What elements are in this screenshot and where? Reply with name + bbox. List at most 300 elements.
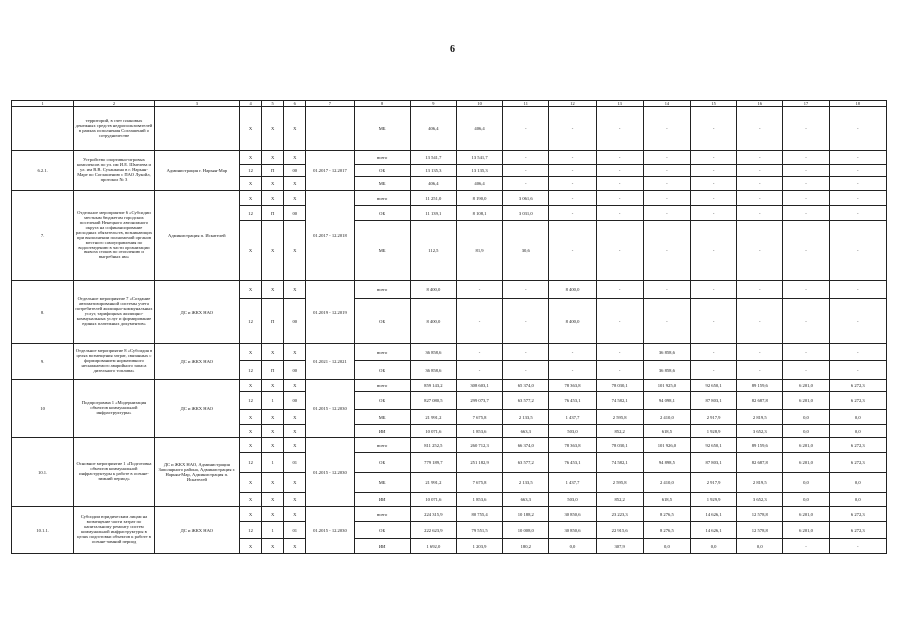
- amount-cell: -: [643, 221, 690, 281]
- amount-cell: 6 201,0: [783, 392, 829, 410]
- column-number-cell: 15: [690, 101, 736, 107]
- amount-cell: 663,3: [503, 493, 549, 507]
- amount-cell: 6 201,0: [783, 453, 829, 473]
- amount-cell: -: [503, 361, 549, 380]
- item-name-cell: Подпрограмма 1 «Модернизация объектов коммунальной инфраструктуры»: [74, 380, 154, 438]
- item-number-cell: 10.1.1.: [12, 507, 74, 554]
- amount-cell: -: [690, 344, 736, 361]
- amount-cell: 74 582,1: [596, 392, 643, 410]
- amount-cell: 308 603,1: [456, 380, 502, 392]
- amount-cell: 8 400,0: [410, 281, 456, 299]
- budget-code-cell: X: [284, 151, 306, 165]
- amount-cell: -: [690, 191, 736, 206]
- amount-cell: -: [549, 151, 596, 165]
- amount-cell: 7 675,8: [456, 473, 502, 493]
- column-number-cell: 6: [284, 101, 306, 107]
- amount-cell: -: [829, 281, 886, 299]
- amount-cell: -: [783, 539, 829, 554]
- amount-cell: -: [503, 299, 549, 344]
- amount-cell: -: [783, 151, 829, 165]
- budget-code-cell: 12: [240, 392, 262, 410]
- amount-cell: -: [783, 221, 829, 281]
- amount-cell: 76 453,1: [549, 392, 596, 410]
- amount-cell: 0,0: [829, 473, 886, 493]
- amount-cell: 30 850,6: [549, 507, 596, 522]
- item-number-cell: 9.: [12, 344, 74, 380]
- amount-cell: 6 201,0: [783, 522, 829, 539]
- amount-cell: 0,0: [829, 410, 886, 425]
- amount-cell: 11 251,0: [410, 191, 456, 206]
- item-name-cell: Отдельное мероприятие 6 «Субсидии местным бюджетам городских поселений Ненецкого автономного округа на софинансирование расходных обязательств, возникающих при выполнении полномочий органов местного самоуправления по водоотведению в части организации вывоза стоков по отоплению и выгребных ям»: [74, 191, 154, 281]
- budget-code-cell: 12: [240, 361, 262, 380]
- amount-cell: 94 098,1: [643, 392, 690, 410]
- amount-cell: 299 073,7: [456, 392, 502, 410]
- amount-cell: 89 159,6: [737, 438, 783, 453]
- column-number-cell: 16: [737, 101, 783, 107]
- amount-cell: 2 819,5: [737, 473, 783, 493]
- amount-cell: 87 803,1: [690, 392, 736, 410]
- column-number-cell: 10: [456, 101, 502, 107]
- budget-code-cell: X: [240, 344, 262, 361]
- funding-source-cell: всего: [354, 344, 410, 361]
- budget-code-cell: П: [262, 206, 284, 221]
- budget-code-cell: X: [284, 473, 306, 493]
- budget-code-cell: X: [284, 493, 306, 507]
- amount-cell: 63 577,2: [503, 392, 549, 410]
- amount-cell: 80 755,4: [456, 507, 502, 522]
- amount-cell: -: [596, 344, 643, 361]
- budget-code-cell: X: [262, 344, 284, 361]
- amount-cell: -: [783, 206, 829, 221]
- amount-cell: 6 272,3: [829, 507, 886, 522]
- budget-code-cell: 1: [262, 453, 284, 473]
- period-cell: [306, 107, 354, 151]
- amount-cell: 8 276,5: [643, 522, 690, 539]
- amount-cell: 2 410,0: [643, 410, 690, 425]
- column-number-cell: 13: [596, 101, 643, 107]
- budget-code-cell: 00: [284, 299, 306, 344]
- amount-cell: -: [783, 191, 829, 206]
- amount-cell: -: [456, 344, 502, 361]
- amount-cell: -: [829, 177, 886, 191]
- amount-cell: -: [737, 107, 783, 151]
- budget-code-cell: 12: [240, 453, 262, 473]
- amount-cell: 36 858,6: [410, 361, 456, 380]
- column-number-cell: 7: [306, 101, 354, 107]
- budget-code-cell: X: [240, 493, 262, 507]
- amount-cell: 406,4: [410, 177, 456, 191]
- amount-cell: 0,0: [643, 539, 690, 554]
- amount-cell: -: [829, 107, 886, 151]
- budget-code-cell: 00: [284, 361, 306, 380]
- amount-cell: 21 991,2: [410, 410, 456, 425]
- column-number-cell: 5: [262, 101, 284, 107]
- amount-cell: 3 652,3: [737, 425, 783, 438]
- amount-cell: 852,2: [596, 493, 643, 507]
- amount-cell: 1 928,9: [690, 425, 736, 438]
- amount-cell: 6 201,0: [783, 438, 829, 453]
- amount-cell: 6 272,3: [829, 522, 886, 539]
- executor-cell: Администрация г. Нарьян-Мар: [154, 151, 239, 191]
- amount-cell: -: [549, 107, 596, 151]
- amount-cell: -: [549, 344, 596, 361]
- funding-source-cell: МБ: [354, 107, 410, 151]
- amount-cell: -: [737, 361, 783, 380]
- amount-cell: 8 108,1: [456, 206, 502, 221]
- amount-cell: 82 687,8: [737, 453, 783, 473]
- amount-cell: 2 595,8: [596, 410, 643, 425]
- budget-code-cell: X: [240, 539, 262, 554]
- amount-cell: 618,5: [643, 425, 690, 438]
- amount-cell: 94 898,5: [643, 453, 690, 473]
- budget-code-cell: X: [262, 177, 284, 191]
- funding-source-cell: всего: [354, 151, 410, 165]
- budget-code-cell: X: [240, 281, 262, 299]
- amount-cell: 23 223,3: [596, 507, 643, 522]
- amount-cell: 13 135,3: [456, 165, 502, 177]
- item-number-cell: 10: [12, 380, 74, 438]
- budget-code-cell: П: [262, 165, 284, 177]
- amount-cell: -: [456, 281, 502, 299]
- funding-source-cell: ОБ: [354, 361, 410, 380]
- amount-cell: 36 858,6: [643, 361, 690, 380]
- funding-source-cell: МБ: [354, 410, 410, 425]
- amount-cell: -: [690, 107, 736, 151]
- amount-cell: -: [643, 299, 690, 344]
- amount-cell: 92 650,1: [690, 438, 736, 453]
- executor-cell: ДС и ЖКХ НАО: [154, 281, 239, 344]
- budget-code-cell: X: [284, 221, 306, 281]
- amount-cell: 224 315,9: [410, 507, 456, 522]
- amount-cell: 827 080,5: [410, 392, 456, 410]
- amount-cell: 307,9: [596, 539, 643, 554]
- budget-code-cell: X: [240, 151, 262, 165]
- budget-code-cell: 12: [240, 165, 262, 177]
- amount-cell: 811 252,5: [410, 438, 456, 453]
- amount-cell: 0,0: [829, 493, 886, 507]
- amount-cell: 3 061,6: [503, 191, 549, 206]
- amount-cell: 6 201,0: [783, 507, 829, 522]
- amount-cell: 0,0: [690, 539, 736, 554]
- column-number-cell: 11: [503, 101, 549, 107]
- amount-cell: -: [829, 151, 886, 165]
- budget-code-cell: X: [262, 380, 284, 392]
- funding-source-cell: ИИ: [354, 539, 410, 554]
- amount-cell: 10 071,6: [410, 425, 456, 438]
- period-cell: 01.2017 - 12.2017: [306, 151, 354, 191]
- column-number-cell: 4: [240, 101, 262, 107]
- amount-cell: 66 374,0: [503, 438, 549, 453]
- amount-cell: -: [783, 281, 829, 299]
- amount-cell: 260 712,3: [456, 438, 502, 453]
- amount-cell: 101 925,0: [643, 380, 690, 392]
- column-number-cell: 17: [783, 101, 829, 107]
- amount-cell: -: [549, 361, 596, 380]
- table-row: [12, 438, 887, 453]
- amount-cell: -: [596, 299, 643, 344]
- amount-cell: -: [549, 165, 596, 177]
- budget-code-cell: П: [262, 361, 284, 380]
- budget-code-cell: X: [284, 539, 306, 554]
- amount-cell: 92 650,1: [690, 380, 736, 392]
- period-cell: 01.2019 - 12.2019: [306, 281, 354, 344]
- amount-cell: 503,0: [549, 493, 596, 507]
- amount-cell: -: [503, 165, 549, 177]
- funding-source-cell: всего: [354, 507, 410, 522]
- amount-cell: 8 400,0: [549, 299, 596, 344]
- amount-cell: -: [783, 344, 829, 361]
- amount-cell: 0,0: [829, 425, 886, 438]
- amount-cell: -: [783, 107, 829, 151]
- budget-code-cell: X: [262, 281, 284, 299]
- amount-cell: -: [596, 221, 643, 281]
- budget-code-cell: X: [262, 539, 284, 554]
- amount-cell: 3 652,3: [737, 493, 783, 507]
- amount-cell: -: [596, 191, 643, 206]
- amount-cell: -: [737, 151, 783, 165]
- table-row: [12, 281, 887, 299]
- amount-cell: -: [643, 177, 690, 191]
- budget-code-cell: X: [262, 425, 284, 438]
- item-name-cell: Субсидии юридическим лицам на возмещение части затрат по капитальному ремонту систем коммунальной инфраструктуры в целях подготовки объектов к работе в осенне-зимний период: [74, 507, 154, 554]
- amount-cell: 6 272,3: [829, 392, 886, 410]
- amount-cell: 0,0: [783, 410, 829, 425]
- amount-cell: 1 853,6: [456, 425, 502, 438]
- amount-cell: 76 453,1: [549, 453, 596, 473]
- amount-cell: 2 410,0: [643, 473, 690, 493]
- budget-code-cell: 01: [284, 522, 306, 539]
- amount-cell: 82 687,8: [737, 392, 783, 410]
- amount-cell: 21 991,2: [410, 473, 456, 493]
- amount-cell: -: [737, 177, 783, 191]
- amount-cell: -: [549, 206, 596, 221]
- table-row: [12, 107, 887, 151]
- budget-code-cell: П: [262, 299, 284, 344]
- amount-cell: -: [643, 206, 690, 221]
- funding-source-cell: МБ: [354, 221, 410, 281]
- amount-cell: 618,5: [643, 493, 690, 507]
- period-cell: 01.2021 - 12.2021: [306, 344, 354, 380]
- amount-cell: 12 578,8: [737, 507, 783, 522]
- amount-cell: -: [829, 299, 886, 344]
- amount-cell: 87 803,1: [690, 453, 736, 473]
- amount-cell: 8 190,0: [456, 191, 502, 206]
- amount-cell: 663,3: [503, 425, 549, 438]
- amount-cell: 0,0: [549, 539, 596, 554]
- period-cell: 01.2015 - 12.2030: [306, 438, 354, 507]
- amount-cell: -: [503, 281, 549, 299]
- executor-cell: ДС и ЖКХ НАО: [154, 380, 239, 438]
- amount-cell: 74 582,1: [596, 453, 643, 473]
- column-number-cell: 3: [154, 101, 239, 107]
- funding-source-cell: всего: [354, 281, 410, 299]
- funding-source-cell: ОБ: [354, 392, 410, 410]
- amount-cell: -: [643, 191, 690, 206]
- item-name-cell: Основное мероприятие 1 «Подготовка объектов коммунальной инфраструктуры к работе в осенне-зимний период»: [74, 438, 154, 507]
- page-number: 6: [450, 44, 455, 55]
- amount-cell: -: [783, 177, 829, 191]
- amount-cell: 2 819,5: [737, 410, 783, 425]
- amount-cell: 14 626,1: [690, 522, 736, 539]
- funding-source-cell: ОБ: [354, 165, 410, 177]
- amount-cell: -: [690, 361, 736, 380]
- amount-cell: 78 030,1: [596, 438, 643, 453]
- amount-cell: 79 551,5: [456, 522, 502, 539]
- funding-source-cell: ОБ: [354, 522, 410, 539]
- amount-cell: 0,0: [783, 473, 829, 493]
- amount-cell: -: [829, 165, 886, 177]
- column-number-cell: 2: [74, 101, 154, 107]
- amount-cell: 78 363,8: [549, 380, 596, 392]
- amount-cell: 10 188,2: [503, 507, 549, 522]
- amount-cell: 10 071,6: [410, 493, 456, 507]
- column-number-cell: 1: [12, 101, 74, 107]
- budget-code-cell: X: [262, 473, 284, 493]
- funding-source-cell: ОБ: [354, 299, 410, 344]
- amount-cell: 78 363,8: [549, 438, 596, 453]
- amount-cell: 2 133,5: [503, 473, 549, 493]
- amount-cell: -: [643, 281, 690, 299]
- budget-code-cell: X: [240, 380, 262, 392]
- amount-cell: -: [737, 221, 783, 281]
- amount-cell: 406,4: [410, 107, 456, 151]
- amount-cell: 13 135,3: [410, 165, 456, 177]
- amount-cell: 12 578,8: [737, 522, 783, 539]
- funding-source-cell: всего: [354, 380, 410, 392]
- executor-cell: ДС и ЖКХ НАО, Администрация Заполярного района, Администрация г. Нарьян-Мар, Администрация п. Искателей: [154, 438, 239, 507]
- column-number-cell: 8: [354, 101, 410, 107]
- item-number-cell: 8.: [12, 281, 74, 344]
- amount-cell: -: [783, 165, 829, 177]
- budget-code-cell: X: [240, 410, 262, 425]
- period-cell: 01.2017 - 12.2018: [306, 191, 354, 281]
- amount-cell: 406,4: [456, 177, 502, 191]
- amount-cell: -: [737, 165, 783, 177]
- period-cell: 01.2015 - 12.2030: [306, 380, 354, 438]
- amount-cell: -: [783, 299, 829, 344]
- amount-cell: 2 917,9: [690, 473, 736, 493]
- amount-cell: 2 595,8: [596, 473, 643, 493]
- amount-cell: 2 133,5: [503, 410, 549, 425]
- executor-cell: ДС и ЖКХ НАО: [154, 507, 239, 554]
- amount-cell: -: [783, 361, 829, 380]
- budget-code-cell: X: [284, 380, 306, 392]
- amount-cell: 8 276,5: [643, 507, 690, 522]
- amount-cell: -: [829, 206, 886, 221]
- executor-cell: ДС и ЖКХ НАО: [154, 344, 239, 380]
- item-number-cell: 6.2.1.: [12, 151, 74, 191]
- budget-code-cell: 00: [284, 392, 306, 410]
- amount-cell: -: [690, 206, 736, 221]
- amount-cell: -: [503, 151, 549, 165]
- budget-code-cell: 12: [240, 206, 262, 221]
- budget-code-cell: X: [284, 344, 306, 361]
- amount-cell: -: [456, 299, 502, 344]
- amount-cell: 0,0: [783, 493, 829, 507]
- amount-cell: 1 853,6: [456, 493, 502, 507]
- budget-code-cell: X: [240, 425, 262, 438]
- amount-cell: -: [549, 221, 596, 281]
- amount-cell: -: [690, 299, 736, 344]
- funding-source-cell: ИИ: [354, 493, 410, 507]
- amount-cell: -: [549, 177, 596, 191]
- item-number-cell: 7.: [12, 191, 74, 281]
- amount-cell: 1 437,7: [549, 473, 596, 493]
- budget-code-cell: X: [284, 191, 306, 206]
- amount-cell: 22 915,6: [596, 522, 643, 539]
- budget-code-cell: X: [262, 221, 284, 281]
- amount-cell: 222 623,9: [410, 522, 456, 539]
- amount-cell: -: [829, 191, 886, 206]
- amount-cell: 8 400,0: [549, 281, 596, 299]
- budget-code-cell: X: [262, 493, 284, 507]
- budget-code-cell: X: [240, 438, 262, 453]
- amount-cell: 65 374,0: [503, 380, 549, 392]
- budget-code-cell: 01: [284, 453, 306, 473]
- table-row: [12, 507, 887, 522]
- amount-cell: 1 203,9: [456, 539, 502, 554]
- amount-cell: -: [503, 344, 549, 361]
- executor-cell: [154, 107, 239, 151]
- amount-cell: -: [829, 221, 886, 281]
- amount-cell: -: [456, 361, 502, 380]
- amount-cell: 852,2: [596, 425, 643, 438]
- amount-cell: 406,4: [456, 107, 502, 151]
- amount-cell: -: [596, 107, 643, 151]
- amount-cell: -: [737, 299, 783, 344]
- item-name-cell: территорий, в счет плановых денежных средств недропользователей в рамках исполнения Соглашений о сотрудничестве: [74, 107, 154, 151]
- amount-cell: 3 031,0: [503, 206, 549, 221]
- budget-code-cell: X: [262, 191, 284, 206]
- amount-cell: 30 850,6: [549, 522, 596, 539]
- amount-cell: 859 143,2: [410, 380, 456, 392]
- budget-code-cell: X: [240, 191, 262, 206]
- amount-cell: -: [737, 281, 783, 299]
- amount-cell: 6 201,0: [783, 380, 829, 392]
- amount-cell: -: [690, 281, 736, 299]
- amount-cell: -: [596, 361, 643, 380]
- funding-source-cell: ИИ: [354, 425, 410, 438]
- amount-cell: -: [643, 151, 690, 165]
- amount-cell: 101 926,0: [643, 438, 690, 453]
- item-name-cell: Отдельное мероприятие 8 «Субсидия в целях возмещения затрат, связанных с формированием нормативного неснижаемого аварийного запаса дизельного топлива»: [74, 344, 154, 380]
- budget-code-cell: X: [240, 507, 262, 522]
- funding-source-cell: ОБ: [354, 206, 410, 221]
- amount-cell: 36 858,6: [643, 344, 690, 361]
- column-number-cell: 18: [829, 101, 886, 107]
- funding-source-cell: ОБ: [354, 453, 410, 473]
- executor-cell: Администрация п. Искателей: [154, 191, 239, 281]
- period-cell: 01.2015 - 12.2030: [306, 507, 354, 554]
- budget-code-cell: X: [284, 438, 306, 453]
- amount-cell: 36 858,6: [410, 344, 456, 361]
- amount-cell: 11 139,1: [410, 206, 456, 221]
- amount-cell: 78 030,1: [596, 380, 643, 392]
- amount-cell: -: [737, 191, 783, 206]
- funding-source-cell: всего: [354, 191, 410, 206]
- amount-cell: -: [596, 177, 643, 191]
- budget-code-cell: X: [284, 177, 306, 191]
- amount-cell: 1 692,0: [410, 539, 456, 554]
- funding-source-cell: всего: [354, 438, 410, 453]
- amount-cell: 63 577,2: [503, 453, 549, 473]
- budget-code-cell: 1: [262, 522, 284, 539]
- column-number-cell: 12: [549, 101, 596, 107]
- funding-source-cell: МБ: [354, 177, 410, 191]
- amount-cell: 2 917,9: [690, 410, 736, 425]
- budget-code-cell: X: [240, 177, 262, 191]
- item-number-cell: [12, 107, 74, 151]
